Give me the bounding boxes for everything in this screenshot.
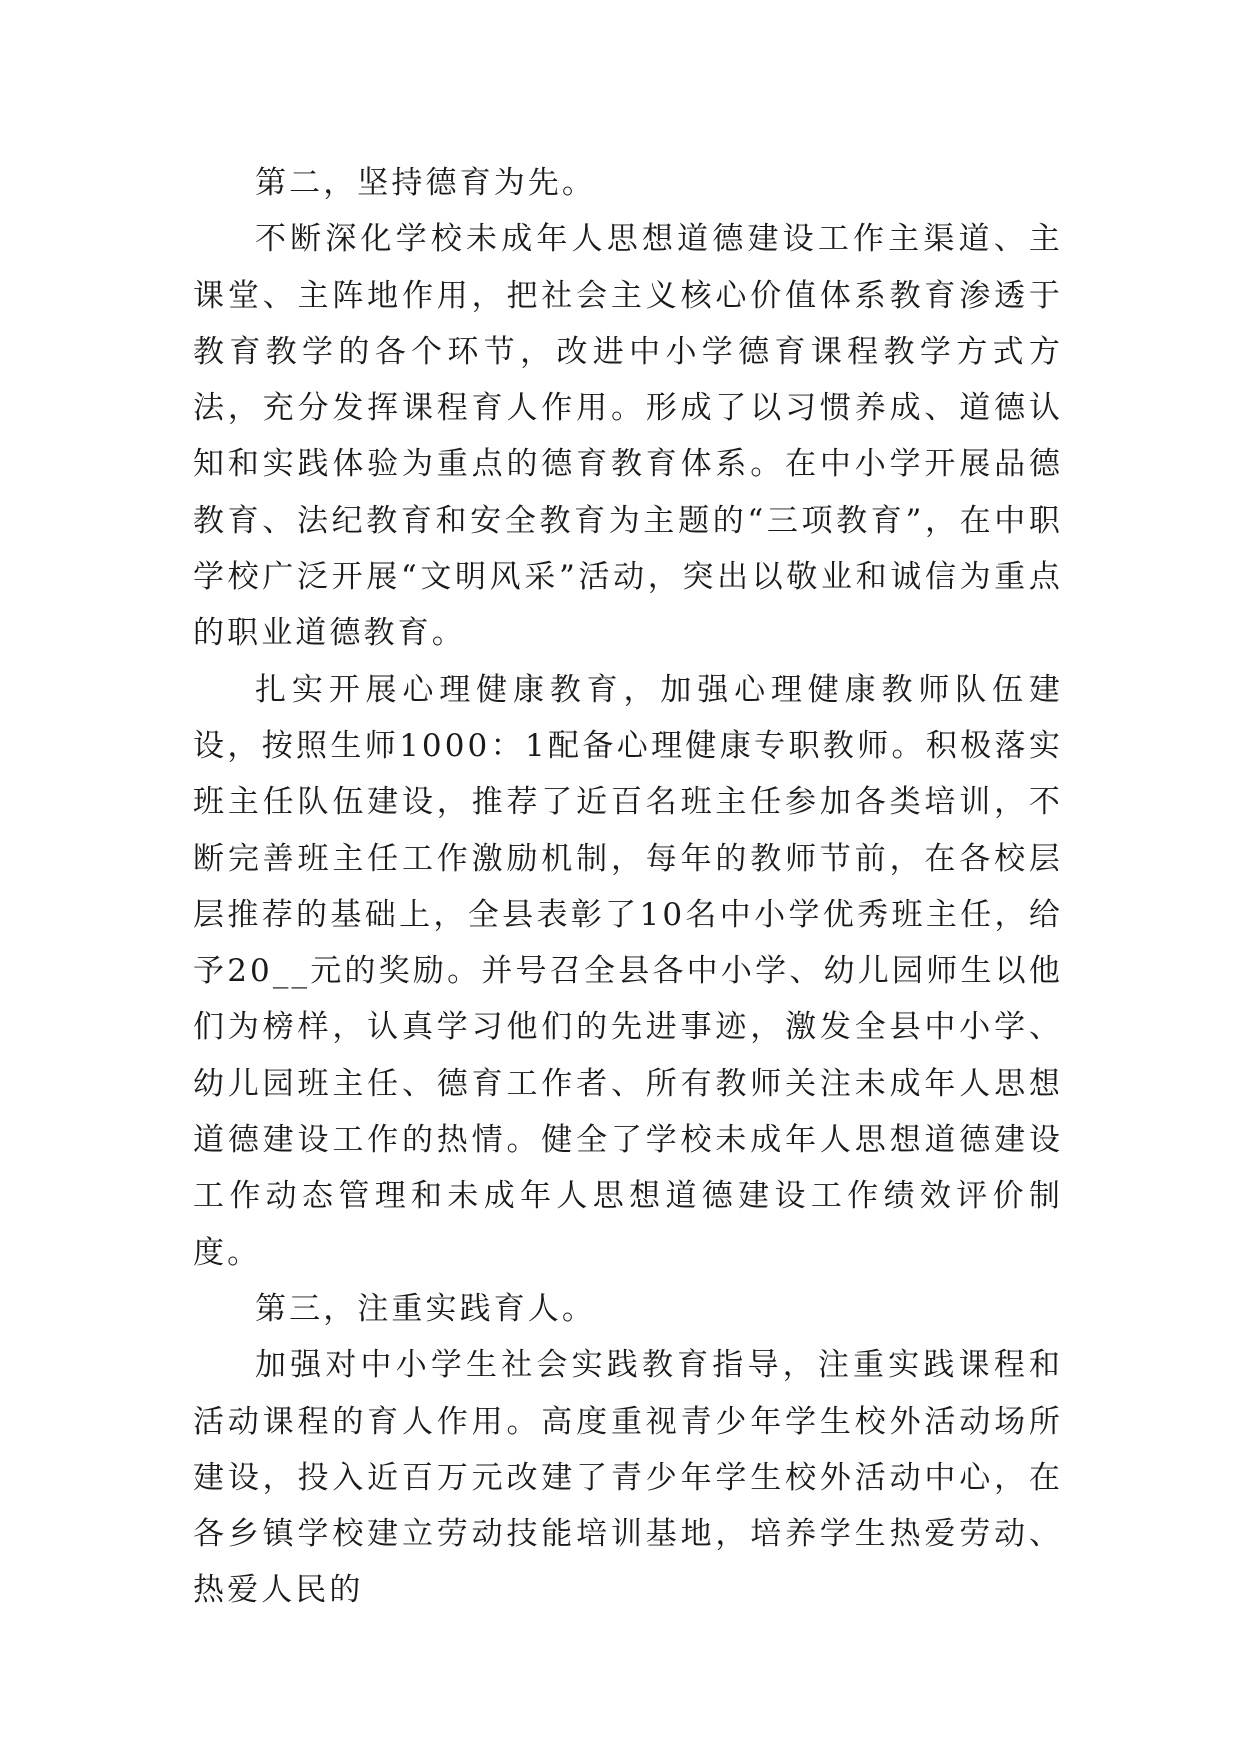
section-heading-moral-education: 第二，坚持德育为先。: [255, 165, 596, 201]
paragraph-practice-education: 加强对中小学生社会实践教育指导，注重实践课程和活动课程的育人作用。高度重视青少年学生校外活动场所建设，投入近百万元改建了青少年学生校外活动中心，在各乡镇学校建立劳动技能培训基地，培养学生热爱劳动、热爱人民的: [193, 1347, 1063, 1609]
paragraph-moral-education: 不断深化学校未成年人思想道德建设工作主渠道、主课堂、主阵地作用，把社会主义核心价值体系教育渗透于教育教学的各个环节，改进中小学德育课程教学方式方法，充分发挥课程育人作用。形成了以习惯养成、道德认知和实践体验为重点的德育教育体系。在中小学开展品德教育、法纪教育和安全教育为主题的“三项教育”，在中职学校广泛开展“文明风采”活动，突出以敬业和诚信为重点的职业道德教育。: [193, 221, 1063, 652]
document-body: [193, 155, 1063, 1619]
paragraph-mental-health: 扎实开展心理健康教育，加强心理健康教师队伍建设，按照生师1000：1配备心理健康专职教师。积极落实班主任队伍建设，推荐了近百名班主任参加各类培训，不断完善班主任工作激励机制，每年的教师节前，在各校层层推荐的基础上，全县表彰了10名中小学优秀班主任，给予20__元的奖励。并号召全县各中小学、幼儿园师生以他们为榜样，认真学习他们的先进事迹，激发全县中小学、幼儿园班主任、德育工作者、所有教师关注未成年人思想道德建设工作的热情。健全了学校未成年人思想道德建设工作动态管理和未成年人思想道德建设工作绩效评价制度。: [193, 671, 1063, 1271]
section-heading-practice-education: 第三，注重实践育人。: [255, 1290, 596, 1327]
